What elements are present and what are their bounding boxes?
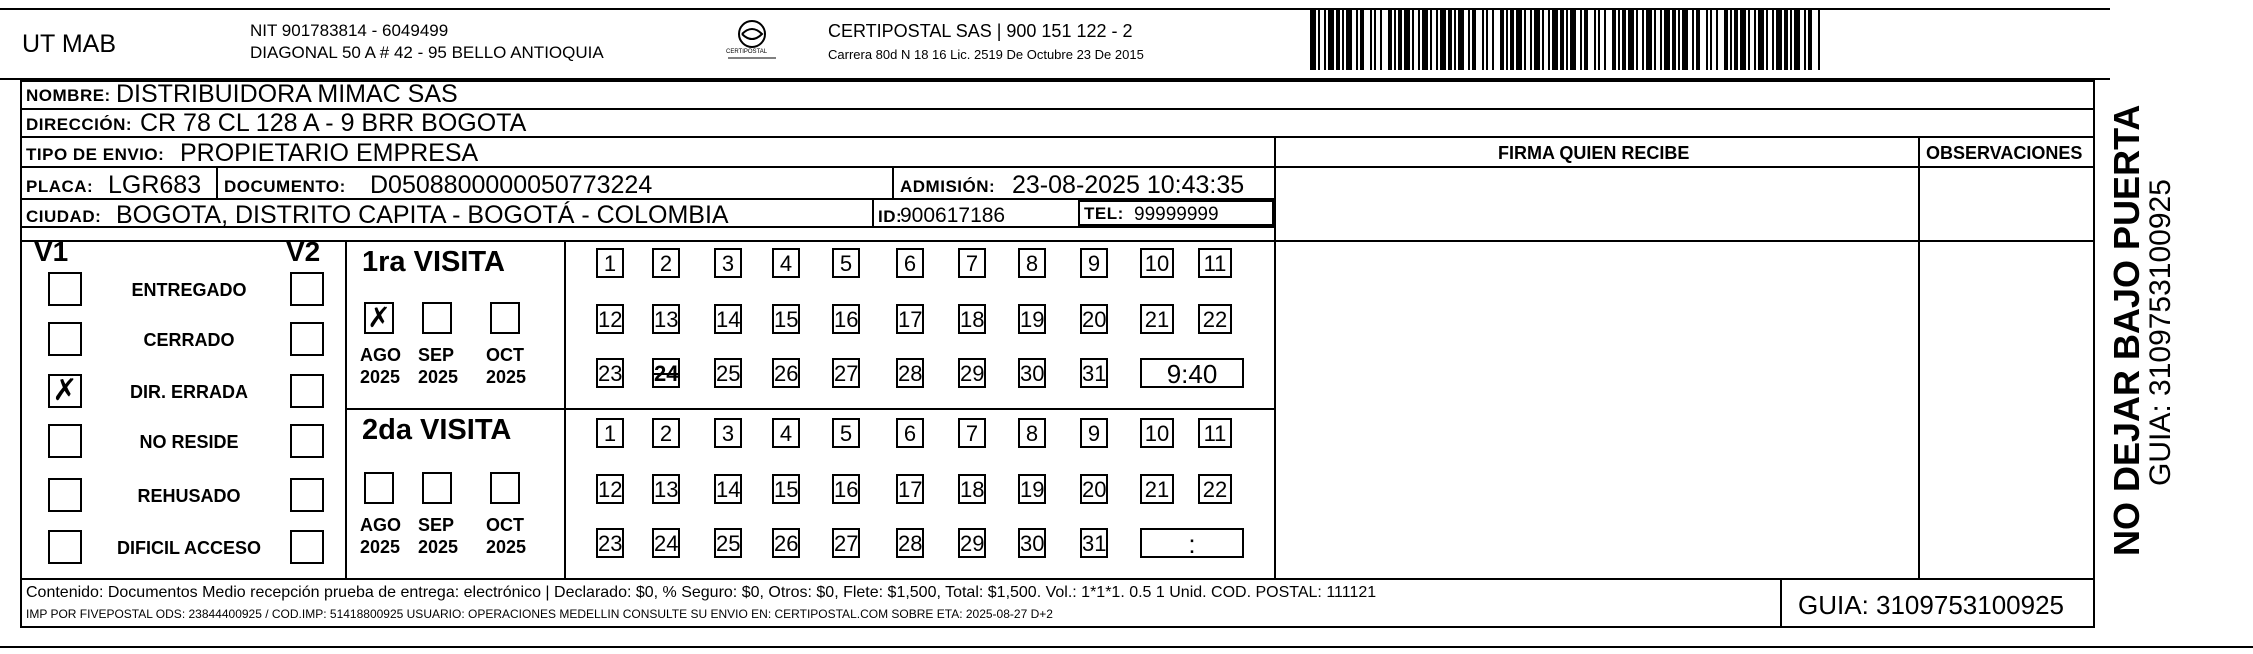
barcode-bar: [1448, 10, 1452, 70]
barcode-bar: [1706, 10, 1708, 70]
logo-text: CERTIPOSTAL: [726, 49, 768, 55]
year-label: 2025: [418, 537, 459, 557]
barcode-bar: [1772, 10, 1774, 70]
day-box[interactable]: 29: [958, 358, 986, 388]
barcode-bar: [1692, 10, 1694, 70]
documento-value: D0508800000050773224: [370, 171, 653, 199]
barcode-bar: [1730, 10, 1732, 70]
day-box[interactable]: 30: [1018, 528, 1046, 558]
barcode-bar: [1510, 10, 1514, 70]
day-box[interactable]: 14: [714, 304, 742, 334]
nit-text: NIT 901783814 - 6049499: [250, 21, 449, 40]
admision-label: ADMISIÓN:: [900, 177, 996, 196]
barcode-bar: [1530, 10, 1532, 70]
day-box[interactable]: 19: [1018, 474, 1046, 504]
carrier-address: Carrera 80d N 18 16 Lic. 2519 De Octubre 23 De 2015: [828, 47, 1144, 62]
day-box[interactable]: 2: [652, 248, 680, 278]
no-dejar-bajo-puerta: NO DEJAR BAJO PUERTA: [2106, 104, 2147, 556]
barcode-bar: [1542, 10, 1544, 70]
status-label: NO RESIDE: [139, 432, 239, 452]
barcode-bar: [1380, 10, 1382, 70]
v1-checkbox[interactable]: [48, 322, 82, 356]
barcode-bar: [1486, 10, 1488, 70]
company-name: UT MAB: [22, 30, 116, 58]
barcode-bar: [1436, 10, 1438, 70]
day-box[interactable]: 1: [596, 248, 624, 278]
visit2-title: 2da VISITA: [362, 414, 512, 446]
barcode-bar: [1458, 10, 1464, 70]
barcode-bar: [1740, 10, 1746, 70]
v2-checkbox[interactable]: [290, 478, 324, 512]
barcode-bar: [1758, 10, 1764, 70]
barcode-bar: [1618, 10, 1620, 70]
day-box[interactable]: 25: [714, 358, 742, 388]
id-value: 900617186: [900, 204, 1006, 227]
day-box[interactable]: 13: [652, 474, 680, 504]
year-label: 2025: [360, 537, 401, 557]
barcode-bar: [1678, 10, 1680, 70]
observaciones-area[interactable]: [1920, 168, 2094, 576]
barcode-bar: [1724, 10, 1728, 70]
barcode-bar: [1594, 10, 1596, 70]
day-box[interactable]: 5: [832, 248, 860, 278]
documento-label: DOCUMENTO:: [224, 177, 346, 196]
barcode-bar: [1324, 10, 1326, 70]
day-box[interactable]: 21: [1140, 304, 1174, 334]
day-box[interactable]: 22: [1198, 474, 1232, 504]
day-box[interactable]: 18: [958, 474, 986, 504]
barcode-bar: [1584, 10, 1588, 70]
barcode-bar: [1418, 10, 1420, 70]
day-box[interactable]: 25: [714, 528, 742, 558]
status-label: REHUSADO: [137, 486, 241, 506]
v1-checkbox[interactable]: [48, 272, 82, 306]
v1-checkbox[interactable]: [48, 424, 82, 458]
status-label: DIR. ERRADA: [129, 382, 248, 402]
barcode-bar: [1818, 10, 1820, 70]
signature-area[interactable]: [1276, 168, 1916, 576]
firma-header: FIRMA QUIEN RECIBE: [1498, 143, 1690, 163]
barcode-bar: [1664, 10, 1670, 70]
barcode-bar: [1804, 10, 1806, 70]
carrier-name: CERTIPOSTAL SAS | 900 151 122 - 2: [828, 21, 1133, 41]
v2-checkbox[interactable]: [290, 424, 324, 458]
day-box[interactable]: 31: [1080, 358, 1108, 388]
barcode-bar: [1790, 10, 1792, 70]
day-box[interactable]: 24: [652, 528, 680, 558]
day-box[interactable]: 7: [958, 248, 986, 278]
day-box[interactable]: 28: [896, 358, 924, 388]
month-checkbox[interactable]: ✗: [364, 302, 394, 334]
month-label: SEP: [418, 345, 455, 365]
barcode-bar: [1310, 10, 1316, 70]
day-box[interactable]: 3: [714, 248, 742, 278]
day-box[interactable]: 3: [714, 418, 742, 448]
tel-label: TEL:: [1084, 204, 1124, 223]
footer-imp: IMP POR FIVEPOSTAL ODS: 23844400925 / COD.IMP: 51418800925 USUARIO: OPERACIONES MEDELLIN CONSULTE SU ENVIO EN: CERTIPOSTAL.COM SOBRE ETA: 2025-08-27 D+2: [26, 607, 1053, 621]
day-box[interactable]: 12: [596, 304, 624, 334]
day-box[interactable]: 20: [1080, 304, 1108, 334]
v2-checkbox[interactable]: [290, 322, 324, 356]
v1-label: V1: [34, 236, 69, 267]
barcode: [1310, 10, 1822, 70]
day-box[interactable]: 26: [772, 528, 800, 558]
barcode-bar: [1356, 10, 1358, 70]
barcode-bar: [1524, 10, 1526, 70]
barcode-bar: [1492, 10, 1494, 70]
certipostal-logo: [720, 18, 784, 64]
year-label: 2025: [486, 367, 527, 387]
month-label: AGO: [360, 345, 402, 365]
barcode-bar: [1754, 10, 1756, 70]
barcode-bar: [1794, 10, 1800, 70]
tipo-envio-value: PROPIETARIO EMPRESA: [180, 139, 479, 167]
barcode-bar: [1454, 10, 1456, 70]
year-label: 2025: [418, 367, 459, 387]
day-box[interactable]: 31: [1080, 528, 1108, 558]
tel-value: 99999999: [1134, 204, 1219, 225]
placa-value: LGR683: [108, 171, 202, 199]
barcode-bar: [1318, 10, 1320, 70]
day-box[interactable]: 9: [1080, 418, 1108, 448]
nombre-label: NOMBRE:: [26, 86, 111, 105]
day-box[interactable]: 9: [1080, 248, 1108, 278]
status-label: CERRADO: [143, 330, 235, 350]
ciudad-label: CIUDAD:: [26, 207, 102, 226]
barcode-bar: [1468, 10, 1470, 70]
barcode-bar: [1580, 10, 1582, 70]
day-box[interactable]: 4: [772, 248, 800, 278]
barcode-bar: [1660, 10, 1662, 70]
barcode-bar: [1682, 10, 1688, 70]
barcode-bar: [1612, 10, 1616, 70]
tipo-envio-label: TIPO DE ENVIO:: [26, 145, 165, 164]
time-box[interactable]: 9:40: [1140, 358, 1244, 388]
barcode-bar: [1808, 10, 1812, 70]
barcode-bar: [1422, 10, 1428, 70]
barcode-bar: [1552, 10, 1558, 70]
month-label: OCT: [486, 345, 524, 365]
barcode-bar: [1570, 10, 1576, 70]
day-box[interactable]: 8: [1018, 248, 1046, 278]
v2-label: V2: [286, 236, 321, 267]
barcode-bar: [1734, 10, 1738, 70]
month-label: OCT: [486, 515, 524, 535]
day-box[interactable]: 29: [958, 528, 986, 558]
admision-value: 23-08-2025 10:43:35: [1012, 171, 1245, 199]
side-guia: GUIA: 3109753100925: [2144, 179, 2177, 486]
day-box[interactable]: 14: [714, 474, 742, 504]
day-box[interactable]: 4: [772, 418, 800, 448]
v1-checkbox[interactable]: [48, 478, 82, 512]
logo-icon: [720, 18, 784, 64]
barcode-bar: [1566, 10, 1568, 70]
barcode-bar: [1604, 10, 1606, 70]
month-checkbox[interactable]: [422, 472, 452, 504]
day-box[interactable]: 2: [652, 418, 680, 448]
barcode-bar: [1748, 10, 1750, 70]
barcode-bar: [1672, 10, 1676, 70]
barcode-bar: [1534, 10, 1540, 70]
v2-checkbox[interactable]: [290, 530, 324, 564]
barcode-bar: [1370, 10, 1372, 70]
day-box[interactable]: 22: [1198, 304, 1232, 334]
day-box[interactable]: 20: [1080, 474, 1108, 504]
barcode-bar: [1336, 10, 1340, 70]
month-checkbox[interactable]: [490, 472, 520, 504]
month-label: SEP: [418, 515, 455, 535]
day-box[interactable]: 1: [596, 418, 624, 448]
barcode-bar: [1636, 10, 1638, 70]
barcode-bar: [1710, 10, 1712, 70]
day-box[interactable]: 13: [652, 304, 680, 334]
barcode-bar: [1360, 10, 1364, 70]
barcode-bar: [1598, 10, 1600, 70]
day-box[interactable]: 19: [1018, 304, 1046, 334]
day-box[interactable]: 16: [832, 304, 860, 334]
month-checkbox[interactable]: [490, 302, 520, 334]
barcode-bar: [1516, 10, 1522, 70]
barcode-bar: [1548, 10, 1550, 70]
barcode-bar: [1622, 10, 1626, 70]
month-checkbox[interactable]: [364, 472, 394, 504]
barcode-bar: [1404, 10, 1410, 70]
barcode-bar: [1440, 10, 1446, 70]
observaciones-header: OBSERVACIONES: [1926, 143, 2083, 163]
day-box[interactable]: 7: [958, 418, 986, 448]
day-box[interactable]: 11: [1198, 248, 1232, 278]
day-box[interactable]: 15: [772, 304, 800, 334]
barcode-bar: [1716, 10, 1718, 70]
barcode-bar: [1412, 10, 1414, 70]
day-box[interactable]: 12: [596, 474, 624, 504]
sender-address: DIAGONAL 50 A # 42 - 95 BELLO ANTIOQUIA: [250, 43, 604, 62]
day-box[interactable]: 16: [832, 474, 860, 504]
barcode-bar: [1766, 10, 1768, 70]
day-box[interactable]: 5: [832, 418, 860, 448]
barcode-bar: [1482, 10, 1484, 70]
v2-checkbox[interactable]: [290, 272, 324, 306]
day-box[interactable]: 10: [1140, 248, 1174, 278]
day-box[interactable]: 23: [596, 358, 624, 388]
barcode-bar: [1506, 10, 1508, 70]
year-label: 2025: [486, 537, 527, 557]
barcode-bar: [1560, 10, 1564, 70]
ciudad-value: BOGOTA, DISTRITO CAPITA - BOGOTÁ - COLOMBIA: [116, 201, 729, 229]
day-box[interactable]: 28: [896, 528, 924, 558]
footer-content: Contenido: Documentos Medio recepción prueba de entrega: electrónico | Declarado: $0, % Seguro: $0, Otros: $0, Flete: $1,500, Total: $1,500. Vol.: 1*1*1. 0.5 1 Unid. COD. POSTAL: 111121: [26, 584, 1377, 601]
barcode-bar: [1654, 10, 1656, 70]
barcode-bar: [1784, 10, 1788, 70]
barcode-bar: [1628, 10, 1634, 70]
status-label: DIFICIL ACCESO: [116, 538, 261, 558]
day-box[interactable]: 27: [832, 358, 860, 388]
day-box[interactable]: 6: [896, 248, 924, 278]
day-box[interactable]: 8: [1018, 418, 1046, 448]
day-box[interactable]: 17: [896, 474, 924, 504]
barcode-bar: [1646, 10, 1652, 70]
day-box[interactable]: 30: [1018, 358, 1046, 388]
nombre-value: DISTRIBUIDORA MIMAC SAS: [116, 80, 458, 108]
day-box[interactable]: 26: [772, 358, 800, 388]
time-box[interactable]: :: [1140, 528, 1244, 558]
status-label: ENTREGADO: [131, 280, 247, 300]
barcode-bar: [1388, 10, 1392, 70]
day-box[interactable]: 23: [596, 528, 624, 558]
barcode-bar: [1328, 10, 1334, 70]
day-box[interactable]: 17: [896, 304, 924, 334]
year-label: 2025: [360, 367, 401, 387]
barcode-bar: [1374, 10, 1376, 70]
day-box[interactable]: 11: [1198, 418, 1232, 448]
day-box[interactable]: 15: [772, 474, 800, 504]
day-box[interactable]: 18: [958, 304, 986, 334]
direccion-value: CR 78 CL 128 A - 9 BRR BOGOTA: [140, 109, 527, 137]
day-box[interactable]: 6: [896, 418, 924, 448]
barcode-bar: [1642, 10, 1644, 70]
day-box[interactable]: 24: [652, 358, 680, 388]
id-label: ID:: [878, 207, 903, 226]
placa-label: PLACA:: [26, 177, 94, 196]
direccion-label: DIRECCIÓN:: [26, 115, 133, 134]
v1-checkbox[interactable]: [48, 530, 82, 564]
barcode-bar: [1394, 10, 1396, 70]
barcode-bar: [1776, 10, 1782, 70]
v2-checkbox[interactable]: [290, 374, 324, 408]
barcode-bar: [1430, 10, 1432, 70]
v1-checkbox[interactable]: ✗: [48, 374, 82, 408]
footer-guia: GUIA: 3109753100925: [1798, 590, 2064, 620]
barcode-bar: [1696, 10, 1700, 70]
barcode-bar: [1342, 10, 1344, 70]
visit1-title: 1ra VISITA: [362, 246, 505, 278]
barcode-bar: [1398, 10, 1402, 70]
barcode-bar: [1472, 10, 1476, 70]
barcode-bar: [1346, 10, 1352, 70]
month-label: AGO: [360, 515, 402, 535]
day-box[interactable]: 10: [1140, 418, 1174, 448]
barcode-bar: [1500, 10, 1504, 70]
day-box[interactable]: 27: [832, 528, 860, 558]
day-box[interactable]: 21: [1140, 474, 1174, 504]
month-checkbox[interactable]: [422, 302, 452, 334]
